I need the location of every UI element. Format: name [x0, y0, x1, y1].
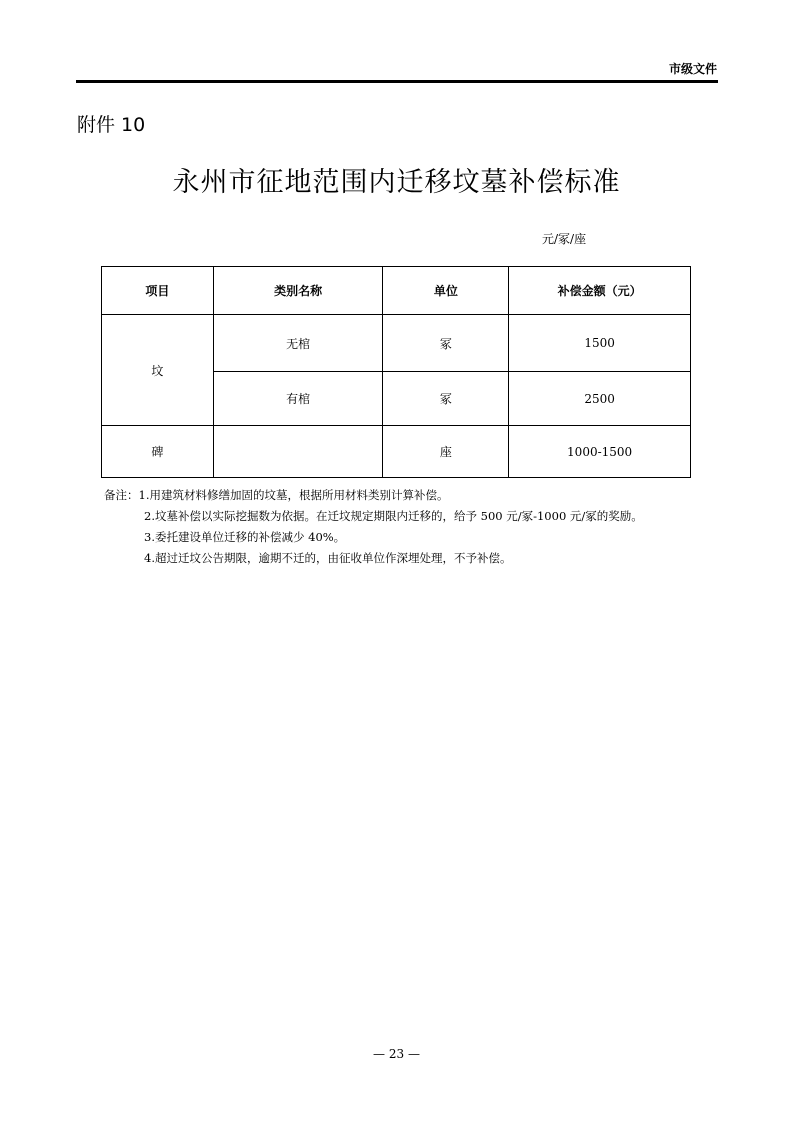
- cell-unit: 冢: [383, 372, 509, 426]
- header-category: 类别名称: [213, 267, 383, 315]
- cell-item: 碑: [102, 426, 214, 478]
- unit-note: 元/冢/座: [542, 232, 587, 246]
- table-row: [102, 315, 691, 372]
- cell-unit: 座: [383, 426, 509, 478]
- note-item: 1.用建筑材料修缮加固的坟墓，根据所用材料类别计算补偿。: [138, 488, 449, 502]
- cell-amount: 2500: [509, 372, 691, 426]
- cell-amount: 1000-1500: [509, 426, 691, 478]
- notes-label: 备注：: [104, 488, 139, 502]
- header-rule: [76, 80, 718, 83]
- header-amount: 补偿金额（元）: [509, 267, 691, 315]
- note-item: 2.坟墓补偿以实际挖掘数为依据。在迁坟规定期限内迁移的，给予 500 元/冢-1000 元/冢的奖励。: [144, 509, 643, 523]
- note-item: 3.委托建设单位迁移的补偿减少 40%。: [144, 530, 346, 544]
- table-header-row: [102, 267, 691, 315]
- cell-category: [213, 426, 383, 478]
- table-row: [102, 426, 691, 478]
- cell-unit: 冢: [383, 315, 509, 372]
- header-unit: 单位: [383, 267, 509, 315]
- document-title: 永州市征地范围内迁移坟墓补偿标准: [172, 167, 621, 198]
- cell-category: 无棺: [213, 315, 383, 372]
- cell-item: 坟: [102, 315, 214, 426]
- page-number: — 23 —: [373, 1047, 420, 1061]
- document-category-tag: 市级文件: [668, 62, 717, 76]
- compensation-table: [101, 266, 691, 478]
- cell-amount: 1500: [509, 315, 691, 372]
- cell-category: 有棺: [213, 372, 383, 426]
- note-line: [104, 485, 643, 506]
- attachment-label: 附件 10: [77, 114, 146, 136]
- header-item: 项目: [102, 267, 214, 315]
- notes-section: [104, 485, 643, 569]
- note-item: 4.超过迁坟公告期限，逾期不迁的，由征收单位作深埋处理，不予补偿。: [144, 551, 512, 565]
